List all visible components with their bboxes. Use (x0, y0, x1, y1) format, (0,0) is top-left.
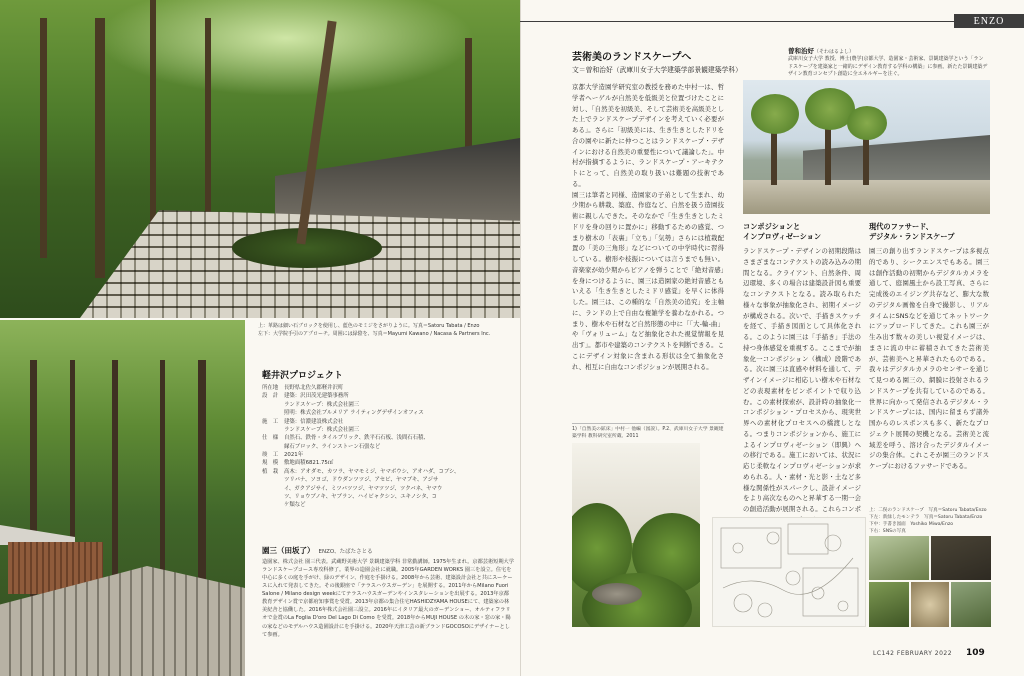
project-data-value: 縁石ブロック、ラインストーン石張など (284, 443, 381, 450)
project-data-row (262, 392, 512, 400)
project-data-value: ツ、リョウブノキ、ヤブラン、ハイビャクシン、ユキノシタ、コ (284, 493, 438, 500)
project-data-key: 仕 様 (262, 435, 279, 442)
author-profile-text: 武庫川女子大学 教授、博士(農学)京都大学、造園家・芸術家、景観建築学という「ランドスケープを建築家と一緒的にデザイン教育する学科の構築」に参画。新たた景観建築デザイン教育コンセプト創造に全エネルギーを注ぐ。 (788, 56, 988, 77)
project-data-value: ツリバナ、ソヨゴ、ドウダンツツジ、アセビ、ヤマブキ、アジサ (284, 477, 439, 484)
project-data-key (262, 401, 284, 409)
project-data-key (262, 476, 284, 484)
project-data-value: 長野県北佐久郡軽井沢町 (284, 385, 344, 391)
project-title: 軽井沢プロジェクト (262, 371, 343, 381)
digital-landscape-text: 園三の創り出すランドスケープは多視点的であり、シークエンスでもある。園三は創作活動の初期からデジタルカメラを通して、庭園風土から設工写真、さらに完成後のエイジング共存など、膨大な数のデジタル画像を自身で撮影し、リアルタイムにSNSなどを通じてネットワークにアップロードしてきた。これも園三が生み出す数々の美しい視覚イメージは、まさに流の中に蓄積されてきた芸術美が、芸術美へと昇華されたものである。我々はデジタルカメラのセンサーを通じて見つめる園三の、網膜に投射されるランドスケープを共有しているのである。世界に向かって発信されるデジタル・ランドスケープには、国内に留まらず諸外国からのレスポンスも多く、新たなプロジェクト展開の契機となる。芸術美と流域差を呼う、溶け合ったデジタルイメージの集合体。これこそが園三のランドスケープにおけるファサードである。 (869, 247, 989, 470)
project-data-row (262, 476, 512, 484)
project-data-row (262, 501, 512, 509)
project-data-row (262, 426, 512, 434)
project-data-value: ランドスケープ：株式会社園三 (284, 426, 360, 433)
project-data-value: 建築：沢田茂光建築事務所 (284, 393, 349, 400)
author-name-reading: （そわはるよし） (814, 49, 855, 55)
project-data-key (262, 409, 284, 417)
project-data-key: 設 計 (262, 393, 279, 400)
project-data-row (262, 409, 512, 417)
designer-biography: 造園家、株式会社 園三代表。武蔵野美術大学 景観建築学科 非常勤講師。1975年生まれ。京都芸術短期大学ランドスケープコース専攻科修了。業界の造園会社に就職。2005年GARDEN WORKS 園三を設立。住宅を中心に多くの庭を手がけ、緑のデザイン、作庭を手掛ける。2008年から芸術、建築設計会社と共にスーケースに入れて発表してきた。その後銀座で「テラスハウスガーデン」を展開する。2011年からMilano Fuori Salone / Milano design weekにてテラスハウスガーデンやインスタレーションを出展する。2013年京都教育デザイン賞で京都府知事賞を受賞。2013年京都の集合住宅HASHIDZYAMA HOUSEにて、建築家の林美紀舎と協働した。2016年株式会社園三設立。2016年にイタリア最大のガーデンショー、オルティフラリオで金賞のLa Foglia D'oro Del Lago Di Como を受賞。2018年からMUJI HOUSE の木の家・窓の家・陽の家などのモデルハウス造園設計にを手掛ける。2020年天津工芸の新ブランドGOCOSOにデザイナーとして参画。 (262, 559, 514, 638)
project-data-value: ケ類など (284, 502, 306, 509)
project-data-row (262, 459, 512, 467)
project-data-row (262, 451, 512, 459)
museum-landscape-photo (743, 80, 990, 214)
designer-name-reading: ENZO、たばたさとる (318, 549, 373, 555)
approach-path-photo (0, 320, 245, 676)
project-data-row (262, 401, 512, 409)
project-data-key: 施 工 (262, 418, 279, 425)
photo-caption-left: 上：革路は細い石ブロックを使用し、藍色のモミジをさがりように。写真＝Satoru Tabata / Enzo 左下：大学院手引のアプローチ。周囲には緑陰を、写真＝Mayumi Kawano / Nacasa & Partners Inc. (258, 323, 491, 337)
hand-drawn-plan-image (712, 517, 866, 627)
article-footnote: 1)「自然美の鉱床」中村一 他編（図説）。P.2、武庫川女子大学 景観建築学科 教科研究室所蔵、2011 (572, 423, 724, 440)
project-data-key (262, 485, 284, 493)
project-data-key (262, 501, 284, 509)
project-data-row (262, 434, 512, 442)
project-data-row (262, 418, 512, 426)
project-data-value: 自然石、鉄骨・タイルブリック、鉄平石石板、浅間石石積、 (284, 435, 429, 442)
project-data-table (262, 384, 512, 510)
project-data-value: 2021年 (284, 452, 304, 458)
composition-heading: コンポジションと インプロヴィゼーション (743, 222, 822, 242)
photo-caption-right: 上：二俣のランドスケープ 写真＝Satoru Tabata/Enzo 下左：新緑したモンテラ 写真＝Satoru Tabata/Enzo 下中：手書き図面 Yoshiko Miwa/Enzo 下右：SNSの写真 (869, 508, 987, 534)
article-intro-text: 京都大学造園学研究室の教授を務めた中村一は、哲学者ヘーゲルが自然美を低級美と位置づけたことに対し、「自然美を初級美、そして芸術美を高級美とした上でランドスケープデザインを考えていく必要がある」。さらに「初級美には、生き生きとしたドリを合の園やに新たに仲つことはランドスケープ・デザインにおける自然美の重要性について議論した」。中村が指摘するように、ランドスケープ・アーキテクトにとって、自然美の取り扱いは難題の技術である。 園三は筆者と同様、造園家の子弟として生まれ、幼少期から耕栽、築庭、作庭など、自然を扱う造園技術に親しんできた。そのなかで「生き生きとしたミドリを身の回りに置かに」移動するための感覚、つまり樹木の「表裏」「立ち」「気勢」さらには植栽配置の「美の三角形」などについての中学時代に習得している。樹形や枝振については言うまでも無い。音楽家が幼少期からピアノを弾うことで「絶対音感」を身につけるように、園三は造園家の絶対音感ともいえる「生き生きとしたミドリ感覚」を早くに体得した。園三は、この種的な「自然美の追究」を主軸に、ランドの上で自由な複雑学を養わなかれる。つまり、樹木や石材など自然形態の中に「「大-輪-曲」や「ヴォリューム」など抽象化された視覚情報を見出す」。都市や建築のコンテクストを判断できる。ここにデザイン対象に含まれる形状は全て抽象化され、相互に自由なコンポジションが展開される。 (572, 83, 724, 371)
digital-landscape-heading: 現代のファサード、 デジタル・ランドスケープ (869, 222, 955, 242)
project-data-value: イ、ガクアジサイ、ミツバツツジ、ヤマツツジ、ツクバネ、ヤマウ (284, 485, 443, 492)
project-data-value: 高木：アオダモ、カツラ、ヤマモミジ、ヤマボウシ、アオハダ、コブシ、 (284, 468, 460, 475)
project-data-key: 植 栽 (262, 468, 279, 475)
project-data-key (262, 426, 284, 434)
project-data-row (262, 443, 512, 451)
designer-name (262, 545, 373, 556)
page-number: 109 (966, 648, 985, 658)
project-data-value: 照明：株式会社ブルメリア ライティングデザインオフィス (284, 410, 424, 417)
project-data-row (262, 384, 512, 392)
author-profile-name (788, 46, 854, 55)
issue-folio: LC142 FEBRUARY 2022 (873, 650, 953, 657)
designer-name-text: 園三（田坂了） (262, 546, 315, 555)
project-data-value: 敷地面積6821.75㎡ (284, 460, 334, 467)
project-data-row (262, 485, 512, 493)
article-author: 文＝曽和治好（武庫川女子大学建築学部景観建築学科） (572, 66, 742, 74)
section-tag: ENZO (954, 14, 1024, 28)
author-name: 曽和治好 (788, 47, 814, 55)
sns-photo-grid (869, 536, 991, 627)
forest-garden-photo (0, 0, 520, 318)
project-data-value: 建築：信濃建設株式会社 (284, 418, 344, 425)
project-data-key: 所在地 (262, 385, 279, 391)
courtyard-garden-photo (572, 443, 700, 627)
project-data-row (262, 493, 512, 501)
project-data-key (262, 493, 284, 501)
article-title: 芸術美のランドスケープへ (572, 52, 692, 63)
project-data-key: 規 模 (262, 460, 279, 467)
project-data-value: ランドスケープ：株式会社園三 (284, 401, 360, 408)
project-data-key (262, 443, 284, 451)
composition-text: ランドスケープ・デザインの初期段階はさまざまなコンテクストの読み込みの期間となる。クライアント、自然条件、周辺環境、多くの場合は建築設計図も重要なコンテクストとなる。読み取られた様々な事象が抽象化され、初期イメージが構成される。次いで、手描きスケッチを経て、手描き図面として具体化される。このように園三は「手描き」手法の持つ身体感覚を重視する。ここまでが抽象化一コンポジション（構成）段階である。次に園三は直感や材料を通して、デザインイメージに相応しい樹木や石材などの表現素材をピンポイントで収り込む。この素材探索が、設計時の抽象化一コンポジション・プロセスから、現実世界への素材化プロセスへの橋渡しとなる。つまりコンポジションから、施工によるインプロヴィゼーション（即興）への移行である。施工においては、状況に応じ柔軟なインプロヴィゼーションが求められる。人・素材・光と影・土など多様な関係性がスパークし、設計イメージをより高次なものへと昇華する一期一会の創造活動が展開される。これらコンポ (743, 247, 861, 513)
project-data-row (262, 468, 512, 476)
project-data-key: 竣 工 (262, 452, 279, 458)
